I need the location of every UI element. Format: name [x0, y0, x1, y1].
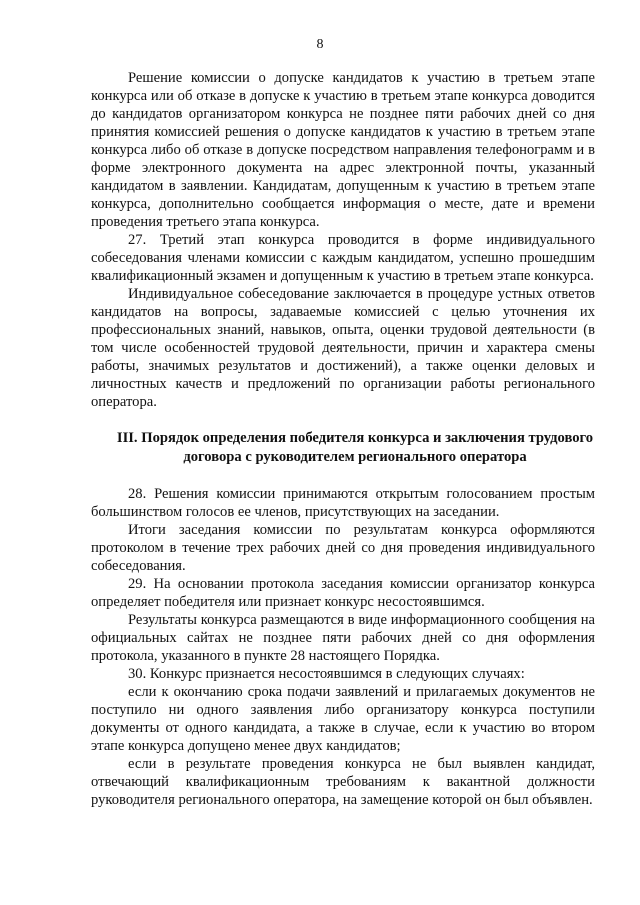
- paragraph-case-no-applications: если к окончанию срока подачи заявлений и прилагаемых документов не поступило ни одного заявления либо организатору конкурса поступили документы от одного кандидата, а также в случае, если к участию во втором этапе конкурса допущено менее двух кандидатов;: [91, 684, 595, 754]
- document-body: [91, 69, 595, 809]
- paragraph-29: 29. На основании протокола заседания комиссии организатор конкурса определяет победителя или признает конкурс несостоявшимся.: [91, 576, 595, 610]
- paragraph-30: 30. Конкурс признается несостоявшимся в следующих случаях:: [128, 666, 525, 682]
- section-heading: III. Порядок определения победителя конкурса и заключения трудового договора с руководителем регионального оператора: [116, 430, 594, 465]
- paragraph-case-no-candidate: если в результате проведения конкурса не был выявлен кандидат, отвечающий квалификационным требованиям к вакантной должности руководителя регионального оператора, на замещение которой он был объявлен.: [91, 756, 595, 808]
- page-number: 8: [316, 37, 324, 52]
- paragraph-interview: Индивидуальное собеседование заключается в процедуре устных ответов кандидатов на вопросы, задаваемые комиссией с целью уточнения их профессиональных знаний, навыков, опыта, оценки трудовой деятельности (в том числе особенностей трудовой деятельности, причин и характера смены работы, значимых результатов и достижений), а также оценки деловых и личностных качеств и предложений по организации работы регионального оператора.: [91, 286, 595, 410]
- paragraph-decision-notification: Решение комиссии о допуске кандидатов к участию в третьем этапе конкурса или об отказе в допуске к участию в третьем этапе конкурса доводится до кандидатов организатором конкурса не позднее пяти рабочих дней со дня принятия комиссией решения о допуске кандидатов к участию в третьем этапе конкурса либо об отказе в допуске посредством направления телефонограмм и в форме электронного документа на адрес электронной почты, указанный кандидатом в заявлении. Кандидатам, допущенным к участию в третьем этапе конкурса, дополнительно сообщается информация о месте, дате и времени проведения третьего этапа конкурса.: [91, 70, 595, 230]
- paragraph-results-publication: Результаты конкурса размещаются в виде информационного сообщения на официальных сайтах не позднее пяти рабочих дней со дня оформления протокола, указанного в пункте 28 настоящего Порядка.: [91, 612, 595, 664]
- paragraph-28: 28. Решения комиссии принимаются открытым голосованием простым большинством голосов ее членов, присутствующих на заседании.: [91, 486, 595, 520]
- paragraph-results-protocol: Итоги заседания комиссии по результатам конкурса оформляются протоколом в течение трех рабочих дней со дня проведения индивидуального собеседования.: [91, 522, 595, 574]
- paragraph-27: 27. Третий этап конкурса проводится в форме индивидуального собеседования членами комиссии с каждым кандидатом, успешно прошедшим квалификационный экзамен и допущенным к участию в третьем этапе конкурса.: [91, 232, 595, 284]
